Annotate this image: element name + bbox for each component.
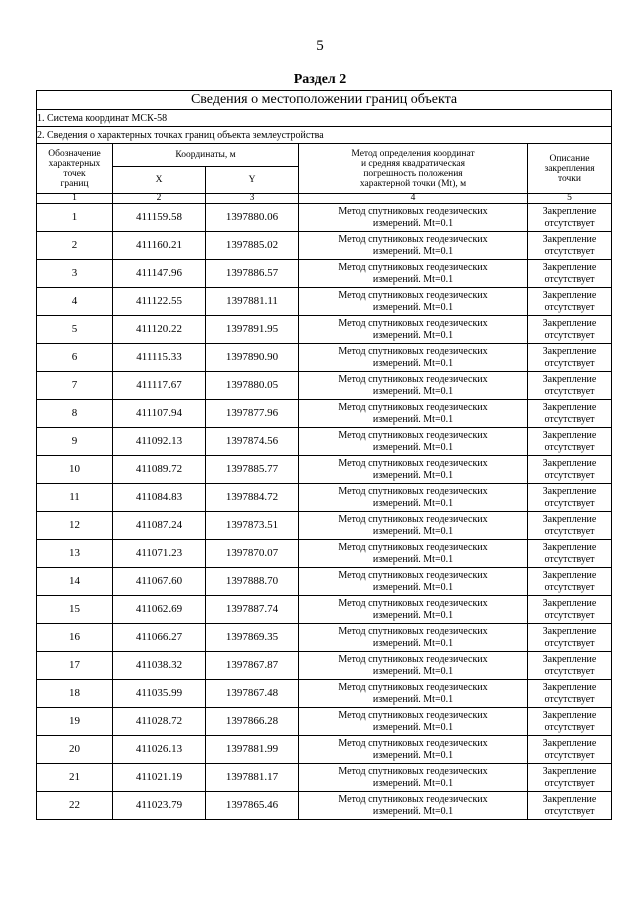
header-coordinates: Координаты, м: [113, 144, 299, 167]
point-id-cell: 17: [37, 652, 113, 680]
x-coordinate-cell: 411028.72: [113, 708, 206, 736]
table-row: [37, 456, 612, 484]
fixing-line: Закрепление: [542, 541, 597, 553]
fixing-line: Закрепление: [542, 205, 597, 217]
y-coordinate-cell: 1397890.90: [206, 344, 299, 372]
fixing-line: Закрепление: [542, 765, 597, 777]
method-accuracy-line: измерений. Mt=0.1: [372, 385, 454, 397]
x-coordinate-cell: 411089.72: [113, 456, 206, 484]
point-id-cell: 3: [37, 260, 113, 288]
column-number: 3: [206, 194, 299, 204]
point-id-cell: 7: [37, 372, 113, 400]
y-coordinate-cell: 1397881.99: [206, 736, 299, 764]
header-line: закрепления: [544, 163, 595, 174]
x-coordinate-cell: 411117.67: [113, 372, 206, 400]
fixing-line: Закрепление: [542, 233, 597, 245]
table-row: [37, 372, 612, 400]
fixing-cell: [528, 680, 612, 708]
fixing-status-line: отсутствует: [544, 413, 595, 425]
method-cell: [299, 260, 528, 288]
method-line: Метод спутниковых геодезических: [338, 429, 488, 441]
method-cell: [299, 288, 528, 316]
header-line: Описание: [549, 153, 590, 164]
method-line: Метод спутниковых геодезических: [338, 597, 488, 609]
y-coordinate-cell: 1397888.70: [206, 568, 299, 596]
table-row: [37, 232, 612, 260]
x-coordinate-cell: 411087.24: [113, 512, 206, 540]
method-accuracy-line: измерений. Mt=0.1: [372, 805, 454, 817]
method-cell: [299, 372, 528, 400]
fixing-status-line: отсутствует: [544, 777, 595, 789]
point-id-cell: 20: [37, 736, 113, 764]
header-line: характерной точки (Mt), м: [359, 178, 467, 189]
y-coordinate-cell: 1397884.72: [206, 484, 299, 512]
header-line: и средняя квадратическая: [360, 158, 466, 169]
fixing-line: Закрепление: [542, 429, 597, 441]
fixing-status-line: отсутствует: [544, 301, 595, 313]
method-line: Метод спутниковых геодезических: [338, 709, 488, 721]
x-coordinate-cell: 411062.69: [113, 596, 206, 624]
y-coordinate-cell: 1397870.07: [206, 540, 299, 568]
header-line: Обозначение: [48, 148, 101, 159]
y-coordinate-cell: 1397867.87: [206, 652, 299, 680]
fixing-cell: [528, 764, 612, 792]
table-row: [37, 764, 612, 792]
header-y: Y: [206, 167, 299, 194]
method-accuracy-line: измерений. Mt=0.1: [372, 245, 454, 257]
points-info-row: [37, 127, 612, 144]
x-coordinate-cell: 411115.33: [113, 344, 206, 372]
point-id-cell: 8: [37, 400, 113, 428]
fixing-status-line: отсутствует: [544, 217, 595, 229]
method-line: Метод спутниковых геодезических: [338, 401, 488, 413]
method-accuracy-line: измерений. Mt=0.1: [372, 665, 454, 677]
table-row: [37, 708, 612, 736]
fixing-cell: [528, 512, 612, 540]
header-fixing: [528, 144, 612, 194]
fixing-cell: [528, 316, 612, 344]
y-coordinate-cell: 1397874.56: [206, 428, 299, 456]
method-cell: [299, 204, 528, 232]
point-id-cell: 10: [37, 456, 113, 484]
fixing-status-line: отсутствует: [544, 665, 595, 677]
point-id-cell: 18: [37, 680, 113, 708]
point-id-cell: 9: [37, 428, 113, 456]
fixing-line: Закрепление: [542, 345, 597, 357]
method-line: Метод спутниковых геодезических: [338, 681, 488, 693]
section-title: Раздел 2: [293, 72, 347, 87]
fixing-cell: [528, 204, 612, 232]
point-id-cell: 1: [37, 204, 113, 232]
y-coordinate-cell: 1397866.28: [206, 708, 299, 736]
fixing-status-line: отсутствует: [544, 245, 595, 257]
fixing-status-line: отсутствует: [544, 525, 595, 537]
fixing-status-line: отсутствует: [544, 441, 595, 453]
point-id-cell: 16: [37, 624, 113, 652]
fixing-line: Закрепление: [542, 597, 597, 609]
fixing-status-line: отсутствует: [544, 721, 595, 733]
fixing-line: Закрепление: [542, 653, 597, 665]
x-coordinate-cell: 411023.79: [113, 792, 206, 820]
method-line: Метод спутниковых геодезических: [338, 625, 488, 637]
y-coordinate-cell: 1397886.57: [206, 260, 299, 288]
table-title-row: [37, 91, 612, 110]
method-accuracy-line: измерений. Mt=0.1: [372, 721, 454, 733]
header-line: точки: [558, 173, 582, 184]
coordinate-system-row: [37, 110, 612, 127]
table-row: [37, 428, 612, 456]
fixing-line: Закрепление: [542, 793, 597, 805]
method-cell: [299, 680, 528, 708]
header-line: погрешность положения: [363, 168, 463, 179]
column-number: 4: [299, 194, 528, 204]
method-cell: [299, 540, 528, 568]
y-coordinate-cell: 1397881.17: [206, 764, 299, 792]
y-coordinate-cell: 1397885.77: [206, 456, 299, 484]
method-accuracy-line: измерений. Mt=0.1: [372, 441, 454, 453]
method-cell: [299, 316, 528, 344]
method-cell: [299, 792, 528, 820]
method-cell: [299, 736, 528, 764]
table-row: [37, 288, 612, 316]
point-id-cell: 5: [37, 316, 113, 344]
method-accuracy-line: измерений. Mt=0.1: [372, 553, 454, 565]
y-coordinate-cell: 1397880.05: [206, 372, 299, 400]
column-number: 1: [37, 194, 113, 204]
fixing-status-line: отсутствует: [544, 749, 595, 761]
method-cell: [299, 512, 528, 540]
fixing-status-line: отсутствует: [544, 497, 595, 509]
method-accuracy-line: измерений. Mt=0.1: [372, 581, 454, 593]
header-line: границ: [60, 178, 89, 189]
fixing-cell: [528, 540, 612, 568]
y-coordinate-cell: 1397891.95: [206, 316, 299, 344]
boundary-points-table: [36, 90, 612, 820]
fixing-cell: [528, 484, 612, 512]
x-coordinate-cell: 411071.23: [113, 540, 206, 568]
fixing-line: Закрепление: [542, 261, 597, 273]
header-line: характерных: [48, 158, 101, 169]
method-cell: [299, 596, 528, 624]
method-cell: [299, 568, 528, 596]
method-line: Метод спутниковых геодезических: [338, 765, 488, 777]
fixing-cell: [528, 288, 612, 316]
fixing-line: Закрепление: [542, 373, 597, 385]
fixing-line: Закрепление: [542, 625, 597, 637]
y-coordinate-cell: 1397885.02: [206, 232, 299, 260]
page-number: 5: [316, 38, 324, 54]
method-line: Метод спутниковых геодезических: [338, 569, 488, 581]
method-cell: [299, 484, 528, 512]
point-id-cell: 14: [37, 568, 113, 596]
table-row: [37, 260, 612, 288]
method-line: Метод спутниковых геодезических: [338, 261, 488, 273]
fixing-line: Закрепление: [542, 513, 597, 525]
table-row: [37, 568, 612, 596]
column-number: 2: [113, 194, 206, 204]
fixing-line: Закрепление: [542, 289, 597, 301]
x-coordinate-cell: 411021.19: [113, 764, 206, 792]
table-row: [37, 596, 612, 624]
method-line: Метод спутниковых геодезических: [338, 653, 488, 665]
fixing-status-line: отсутствует: [544, 609, 595, 621]
table-row: [37, 344, 612, 372]
x-coordinate-cell: 411160.21: [113, 232, 206, 260]
coordinate-system-line: 1. Система координат МСК-58: [37, 110, 612, 127]
fixing-line: Закрепление: [542, 569, 597, 581]
x-coordinate-cell: 411122.55: [113, 288, 206, 316]
fixing-line: Закрепление: [542, 681, 597, 693]
method-line: Метод спутниковых геодезических: [338, 345, 488, 357]
method-accuracy-line: измерений. Mt=0.1: [372, 749, 454, 761]
method-cell: [299, 764, 528, 792]
method-cell: [299, 652, 528, 680]
fixing-cell: [528, 232, 612, 260]
fixing-status-line: отсутствует: [544, 273, 595, 285]
table-row: [37, 792, 612, 820]
method-line: Метод спутниковых геодезических: [338, 289, 488, 301]
method-line: Метод спутниковых геодезических: [338, 233, 488, 245]
fixing-line: Закрепление: [542, 457, 597, 469]
y-coordinate-cell: 1397865.46: [206, 792, 299, 820]
x-coordinate-cell: 411067.60: [113, 568, 206, 596]
method-accuracy-line: измерений. Mt=0.1: [372, 413, 454, 425]
column-number: 5: [528, 194, 612, 204]
x-coordinate-cell: 411120.22: [113, 316, 206, 344]
y-coordinate-cell: 1397877.96: [206, 400, 299, 428]
fixing-cell: [528, 652, 612, 680]
x-coordinate-cell: 411159.58: [113, 204, 206, 232]
point-id-cell: 2: [37, 232, 113, 260]
table-row: [37, 624, 612, 652]
fixing-status-line: отсутствует: [544, 329, 595, 341]
method-accuracy-line: измерений. Mt=0.1: [372, 693, 454, 705]
method-cell: [299, 344, 528, 372]
point-id-cell: 6: [37, 344, 113, 372]
method-line: Метод спутниковых геодезических: [338, 737, 488, 749]
fixing-line: Закрепление: [542, 709, 597, 721]
point-id-cell: 12: [37, 512, 113, 540]
method-line: Метод спутниковых геодезических: [338, 485, 488, 497]
method-line: Метод спутниковых геодезических: [338, 513, 488, 525]
method-line: Метод спутниковых геодезических: [338, 793, 488, 805]
fixing-cell: [528, 372, 612, 400]
point-id-cell: 15: [37, 596, 113, 624]
fixing-cell: [528, 708, 612, 736]
header-row-1: [37, 144, 612, 167]
header-method: [299, 144, 528, 194]
method-accuracy-line: измерений. Mt=0.1: [372, 301, 454, 313]
y-coordinate-cell: 1397867.48: [206, 680, 299, 708]
x-coordinate-cell: 411092.13: [113, 428, 206, 456]
y-coordinate-cell: 1397873.51: [206, 512, 299, 540]
x-coordinate-cell: 411147.96: [113, 260, 206, 288]
fixing-cell: [528, 344, 612, 372]
x-coordinate-cell: 411066.27: [113, 624, 206, 652]
y-coordinate-cell: 1397880.06: [206, 204, 299, 232]
fixing-cell: [528, 792, 612, 820]
method-line: Метод спутниковых геодезических: [338, 317, 488, 329]
point-id-cell: 11: [37, 484, 113, 512]
method-line: Метод спутниковых геодезических: [338, 541, 488, 553]
fixing-status-line: отсутствует: [544, 581, 595, 593]
fixing-cell: [528, 624, 612, 652]
fixing-status-line: отсутствует: [544, 357, 595, 369]
fixing-line: Закрепление: [542, 401, 597, 413]
fixing-line: Закрепление: [542, 317, 597, 329]
y-coordinate-cell: 1397887.74: [206, 596, 299, 624]
fixing-status-line: отсутствует: [544, 693, 595, 705]
header-point-designation: [37, 144, 113, 194]
point-id-cell: 4: [37, 288, 113, 316]
table-row: [37, 540, 612, 568]
fixing-cell: [528, 596, 612, 624]
method-accuracy-line: измерений. Mt=0.1: [372, 525, 454, 537]
method-accuracy-line: измерений. Mt=0.1: [372, 357, 454, 369]
method-accuracy-line: измерений. Mt=0.1: [372, 609, 454, 621]
fixing-line: Закрепление: [542, 737, 597, 749]
x-coordinate-cell: 411038.32: [113, 652, 206, 680]
method-cell: [299, 624, 528, 652]
point-id-cell: 13: [37, 540, 113, 568]
method-accuracy-line: измерений. Mt=0.1: [372, 637, 454, 649]
column-numbers-row: [37, 194, 612, 204]
fixing-cell: [528, 400, 612, 428]
table-row: [37, 736, 612, 764]
x-coordinate-cell: 411026.13: [113, 736, 206, 764]
method-line: Метод спутниковых геодезических: [338, 457, 488, 469]
x-coordinate-cell: 411035.99: [113, 680, 206, 708]
table-row: [37, 680, 612, 708]
point-id-cell: 21: [37, 764, 113, 792]
fixing-cell: [528, 568, 612, 596]
method-cell: [299, 456, 528, 484]
fixing-status-line: отсутствует: [544, 385, 595, 397]
header-line: точек: [63, 168, 86, 179]
method-cell: [299, 400, 528, 428]
method-accuracy-line: измерений. Mt=0.1: [372, 469, 454, 481]
method-cell: [299, 708, 528, 736]
fixing-line: Закрепление: [542, 485, 597, 497]
fixing-cell: [528, 736, 612, 764]
table-row: [37, 400, 612, 428]
x-coordinate-cell: 411107.94: [113, 400, 206, 428]
header-x: X: [113, 167, 206, 194]
point-id-cell: 19: [37, 708, 113, 736]
header-line: Метод определения координат: [351, 148, 475, 159]
method-cell: [299, 428, 528, 456]
y-coordinate-cell: 1397869.35: [206, 624, 299, 652]
table-row: [37, 204, 612, 232]
method-accuracy-line: измерений. Mt=0.1: [372, 497, 454, 509]
table-row: [37, 512, 612, 540]
points-info-line: 2. Сведения о характерных точках границ объекта землеустройства: [37, 127, 612, 144]
method-line: Метод спутниковых геодезических: [338, 205, 488, 217]
method-accuracy-line: измерений. Mt=0.1: [372, 217, 454, 229]
fixing-status-line: отсутствует: [544, 637, 595, 649]
fixing-cell: [528, 456, 612, 484]
fixing-status-line: отсутствует: [544, 805, 595, 817]
table-title: Сведения о местоположении границ объекта: [37, 91, 612, 110]
table-row: [37, 652, 612, 680]
fixing-cell: [528, 260, 612, 288]
y-coordinate-cell: 1397881.11: [206, 288, 299, 316]
method-accuracy-line: измерений. Mt=0.1: [372, 273, 454, 285]
method-line: Метод спутниковых геодезических: [338, 373, 488, 385]
fixing-status-line: отсутствует: [544, 553, 595, 565]
table-row: [37, 484, 612, 512]
method-accuracy-line: измерений. Mt=0.1: [372, 329, 454, 341]
table-row: [37, 316, 612, 344]
point-id-cell: 22: [37, 792, 113, 820]
x-coordinate-cell: 411084.83: [113, 484, 206, 512]
fixing-cell: [528, 428, 612, 456]
method-accuracy-line: измерений. Mt=0.1: [372, 777, 454, 789]
fixing-status-line: отсутствует: [544, 469, 595, 481]
method-cell: [299, 232, 528, 260]
